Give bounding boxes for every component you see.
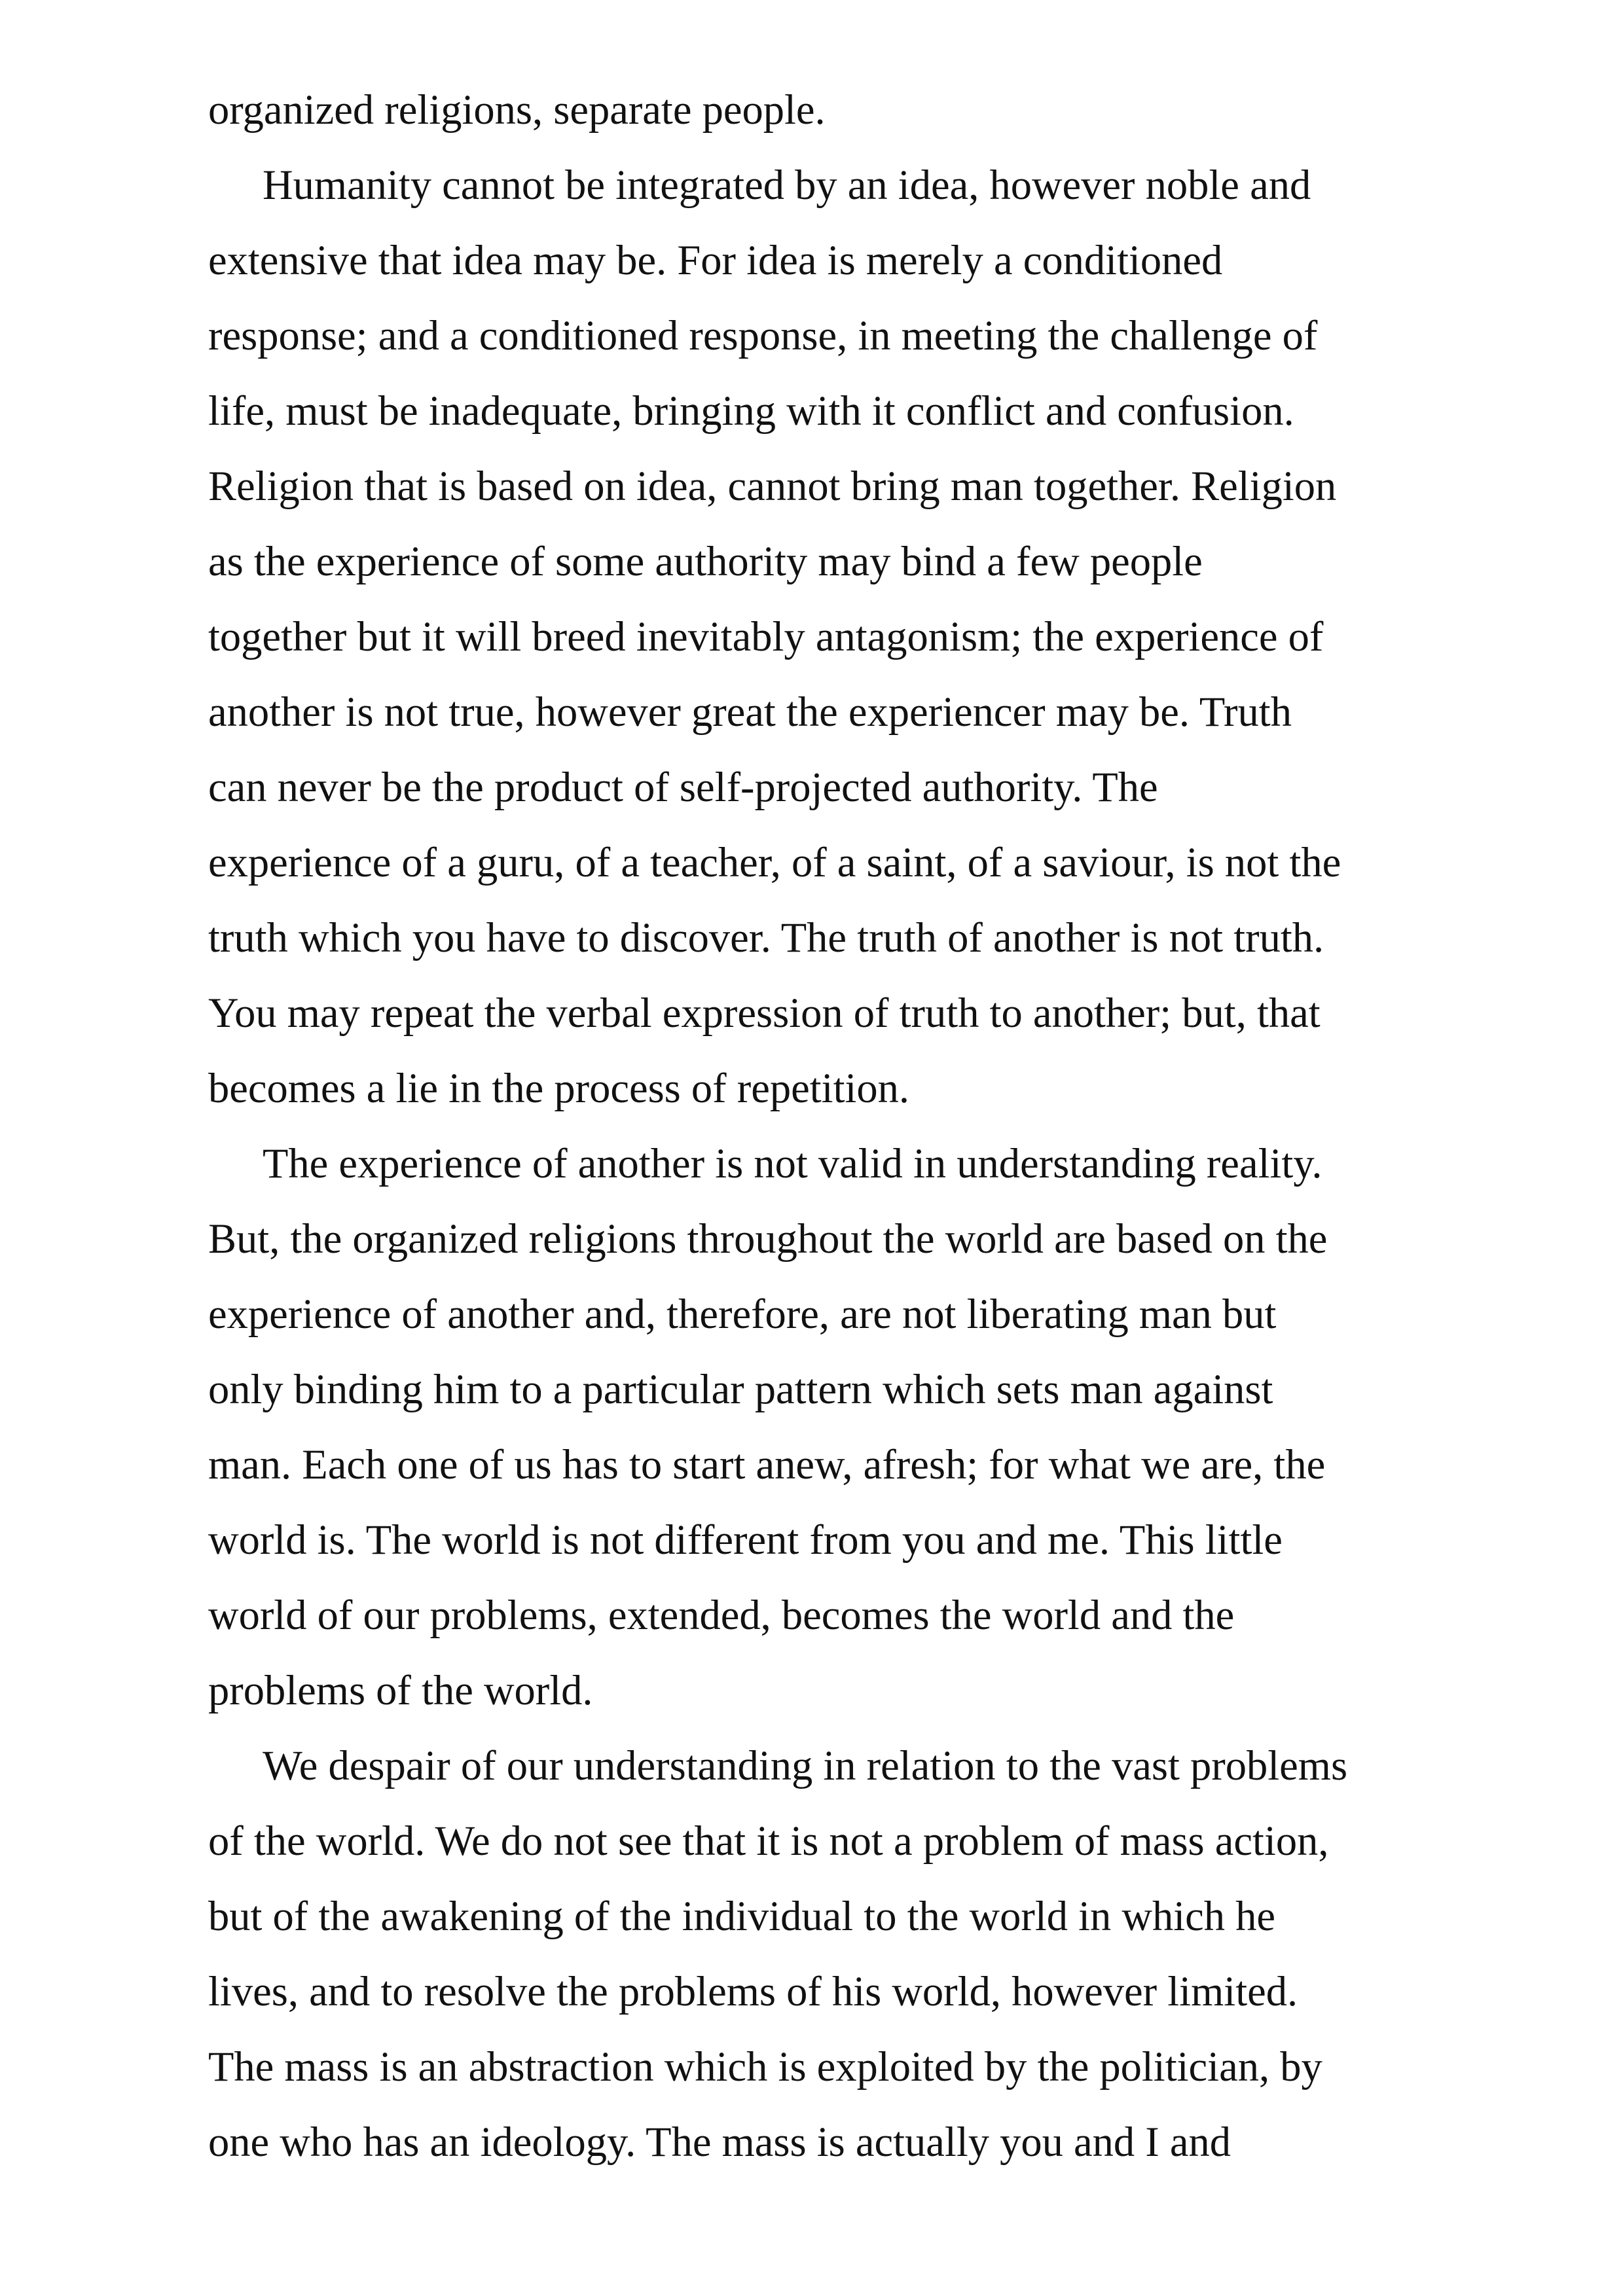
- text-line: Religion that is based on idea, cannot bring man together. Religion: [208, 463, 1337, 509]
- text-line: as the experience of some authority may bind a few people: [208, 538, 1203, 584]
- text-line: together but it will breed inevitably antagonism; the experience of: [208, 613, 1324, 660]
- text-line: lives, and to resolve the problems of his world, however limited.: [208, 1968, 1298, 2015]
- text-line: of the world. We do not see that it is not a problem of mass action,: [208, 1818, 1329, 1864]
- text-line: extensive that idea may be. For idea is merely a conditioned: [208, 237, 1223, 283]
- text-line: experience of a guru, of a teacher, of a saint, of a saviour, is not the: [208, 839, 1341, 886]
- text-line: man. Each one of us has to start anew, afresh; for what we are, the: [208, 1441, 1326, 1488]
- body-text: [208, 72, 1439, 2179]
- text-line: experience of another and, therefore, are not liberating man but: [208, 1291, 1277, 1337]
- paragraph: [208, 1126, 1439, 1728]
- text-line: one who has an ideology. The mass is actually you and I and: [208, 2119, 1231, 2165]
- text-line: You may repeat the verbal expression of truth to another; but, that: [208, 990, 1321, 1036]
- text-line: life, must be inadequate, bringing with it conflict and confusion.: [208, 387, 1294, 434]
- text-line: We despair of our understanding in relation to the vast problems: [263, 1742, 1348, 1789]
- text-line: world of our problems, extended, becomes the world and the: [208, 1592, 1235, 1638]
- text-line: truth which you have to discover. The truth of another is not truth.: [208, 914, 1324, 961]
- paragraph: [208, 1728, 1439, 2179]
- text-line: The mass is an abstraction which is exploited by the politician, by: [208, 2043, 1322, 2090]
- text-line: Humanity cannot be integrated by an idea, however noble and: [263, 162, 1311, 208]
- paragraph: [208, 147, 1439, 1126]
- text-line: another is not true, however great the experiencer may be. Truth: [208, 689, 1292, 735]
- text-line: response; and a conditioned response, in meeting the challenge of: [208, 312, 1318, 359]
- text-line: only binding him to a particular pattern which sets man against: [208, 1366, 1273, 1412]
- text-line: becomes a lie in the process of repetition.: [208, 1065, 910, 1111]
- text-line: but of the awakening of the individual to the world in which he: [208, 1893, 1276, 1939]
- text-line: can never be the product of self-projected authority. The: [208, 764, 1158, 810]
- text-line: problems of the world.: [208, 1667, 593, 1713]
- text-line: The experience of another is not valid in understanding reality.: [263, 1140, 1322, 1187]
- text-line: But, the organized religions throughout the world are based on the: [208, 1215, 1328, 1262]
- text-line: world is. The world is not different from you and me. This little: [208, 1516, 1283, 1563]
- text-line: organized religions, separate people.: [208, 86, 826, 133]
- paragraph: [208, 72, 1439, 147]
